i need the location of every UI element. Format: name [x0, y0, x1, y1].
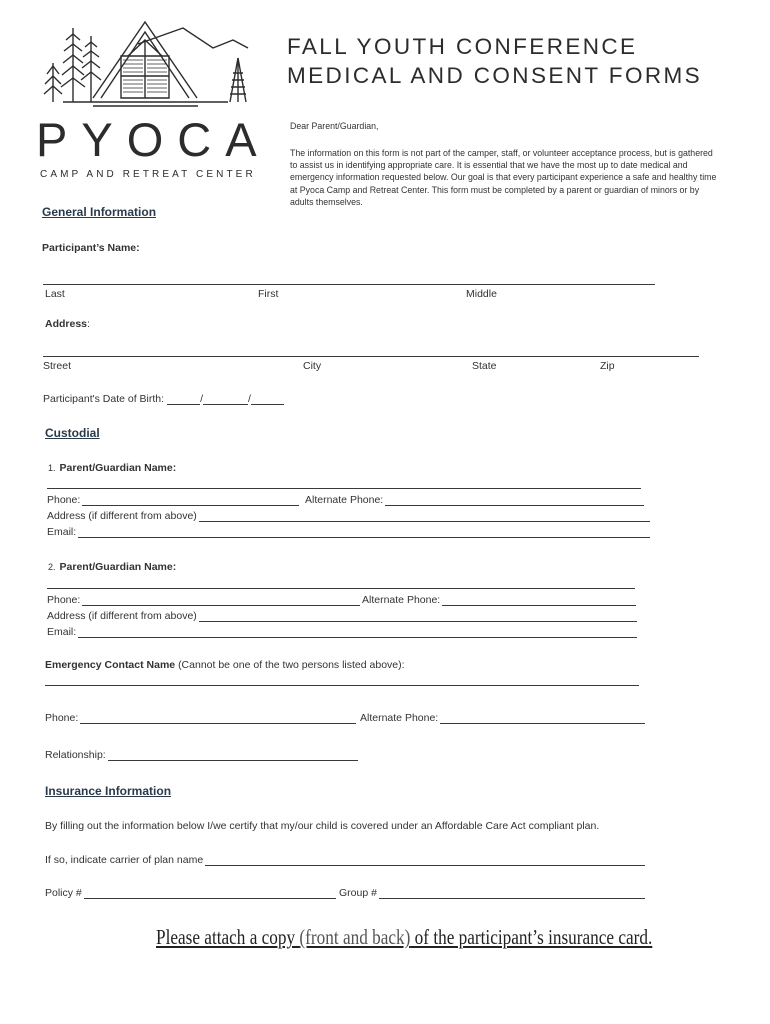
pyoca-logo [33, 18, 253, 118]
guardian1-phone-field[interactable] [47, 494, 299, 506]
guardian2-number: 2. [48, 562, 56, 572]
policy-field[interactable] [45, 887, 336, 899]
guardian1-address-blank[interactable] [199, 512, 650, 522]
emergency-phone-label: Phone: [45, 712, 79, 724]
address-label [45, 318, 90, 330]
relationship-label: Relationship: [45, 749, 106, 761]
guardian2-address-field[interactable] [47, 610, 637, 622]
guardian1-email-field[interactable] [47, 526, 650, 538]
attach-notice-part3: of the participant’s insurance card. [410, 925, 653, 949]
dob-sep-1: / [200, 393, 203, 405]
guardian2-email-blank[interactable] [78, 628, 637, 638]
group-field[interactable] [339, 887, 645, 899]
address-colon: : [87, 318, 90, 330]
letter-salutation: Dear Parent/Guardian, [290, 121, 379, 131]
dob-label: Participant's Date of Birth: [43, 393, 165, 405]
dob-sep-2: / [247, 393, 251, 405]
address-label-text: Address [45, 318, 88, 330]
participant-name-label: Participant’s Name: [42, 242, 140, 254]
address-zip-caption: Zip [600, 360, 615, 372]
custodial-heading: Custodial [45, 426, 100, 440]
emergency-contact-label [45, 659, 405, 671]
guardian2-address-blank[interactable] [199, 612, 637, 622]
guardian2-label [48, 561, 176, 573]
emergency-phone-blank[interactable] [80, 714, 356, 724]
cabin-and-trees-icon [33, 18, 253, 118]
emergency-alt-phone-field[interactable] [360, 712, 645, 724]
guardian1-email-label: Email: [47, 526, 77, 538]
letter-body: The information on this form is not part of the camper, staff, or volunteer acceptance process, but is gathered to assist us in identifying appropriate care. It is essential that we have the most up to date medical and emergency information requested below. Our goal is that every participant experience a safe and healthy time at Pyoca Camp and Retreat Center. This form must be completed by a parent or guardian of minors or by adults themselves. [290, 148, 717, 207]
guardian1-alt-phone-field[interactable] [305, 494, 644, 506]
guardian1-alt-phone-label: Alternate Phone: [305, 494, 384, 506]
policy-label: Policy # [45, 887, 82, 899]
emergency-alt-phone-label: Alternate Phone: [360, 712, 439, 724]
address-street-caption: Street [43, 360, 72, 372]
group-label: Group # [339, 887, 377, 899]
carrier-label: If so, indicate carrier of plan name [45, 854, 204, 866]
guardian1-alt-phone-blank[interactable] [385, 496, 644, 506]
guardian2-phone-blank[interactable] [82, 596, 360, 606]
relationship-blank[interactable] [108, 751, 358, 761]
address-city-caption: City [303, 360, 322, 372]
attach-card-notice [156, 925, 652, 950]
attach-notice-part2: (front and back) [299, 925, 411, 949]
emergency-phone-field[interactable] [45, 712, 356, 724]
emergency-contact-name-line[interactable] [45, 685, 639, 686]
guardian1-name-line[interactable] [47, 488, 641, 489]
dob-year-blank[interactable] [251, 395, 284, 405]
guardian2-email-field[interactable] [47, 626, 637, 638]
form-title-line2: MEDICAL AND CONSENT FORMS [287, 63, 703, 88]
participant-name-line[interactable] [43, 284, 655, 285]
guardian2-alt-phone-field[interactable] [362, 594, 636, 606]
emergency-alt-phone-blank[interactable] [440, 714, 645, 724]
guardian2-name-line[interactable] [47, 588, 635, 589]
dob-field[interactable] [43, 393, 284, 405]
form-title-line1: FALL YOUTH CONFERENCE [287, 34, 638, 59]
guardian2-phone-label: Phone: [47, 594, 81, 606]
address-state-caption: State [472, 360, 497, 372]
group-blank[interactable] [379, 889, 645, 899]
attach-notice-part1: Please attach a copy [156, 925, 300, 949]
guardian1-label [48, 462, 176, 474]
insurance-certify-text: By filling out the information below I/we certify that my/our child is covered under an Affordable Care Act compliant plan. [45, 820, 600, 832]
guardian1-address-label: Address (if different from above) [47, 510, 197, 522]
guardian1-label-text: Parent/Guardian Name: [59, 462, 177, 474]
emergency-contact-note: (Cannot be one of the two persons listed above): [178, 659, 405, 671]
relationship-field[interactable] [45, 749, 358, 761]
name-middle-caption: Middle [466, 288, 497, 300]
policy-blank[interactable] [84, 889, 336, 899]
guardian2-phone-field[interactable] [47, 594, 360, 606]
guardian1-address-field[interactable] [47, 510, 650, 522]
carrier-blank[interactable] [205, 856, 645, 866]
dob-day-blank[interactable] [203, 395, 248, 405]
address-line[interactable] [43, 356, 699, 357]
emergency-contact-label-text: Emergency Contact Name [45, 659, 176, 671]
insurance-heading: Insurance Information [45, 784, 172, 798]
guardian1-phone-label: Phone: [47, 494, 81, 506]
guardian2-alt-phone-blank[interactable] [442, 596, 636, 606]
name-last-caption: Last [45, 288, 65, 300]
name-first-caption: First [258, 288, 279, 300]
dob-month-blank[interactable] [167, 395, 200, 405]
general-info-heading: General Information [42, 205, 157, 219]
brand-tagline: CAMP AND RETREAT CENTER [40, 169, 256, 180]
carrier-field[interactable] [45, 854, 645, 866]
guardian1-phone-blank[interactable] [82, 496, 299, 506]
guardian2-alt-phone-label: Alternate Phone: [362, 594, 441, 606]
guardian2-address-label: Address (if different from above) [47, 610, 197, 622]
guardian1-number: 1. [48, 463, 56, 473]
guardian2-email-label: Email: [47, 626, 77, 638]
guardian1-email-blank[interactable] [78, 528, 650, 538]
brand-name: PYOCA [36, 113, 271, 166]
guardian2-label-text: Parent/Guardian Name: [59, 561, 177, 573]
